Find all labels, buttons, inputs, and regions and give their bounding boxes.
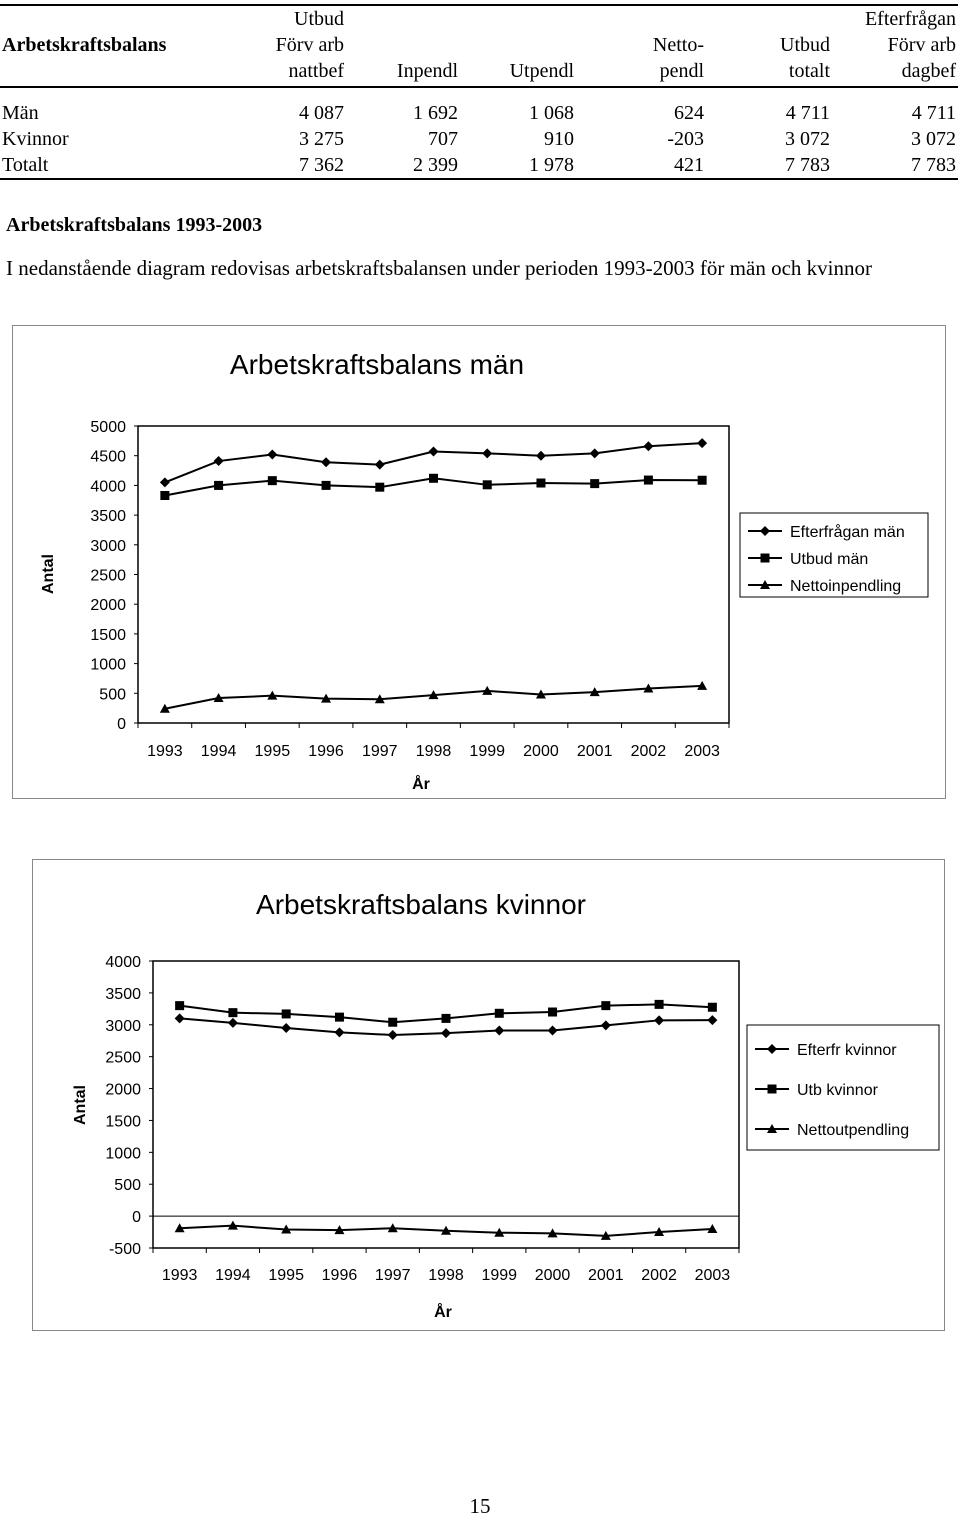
labor-balance-table bbox=[0, 4, 958, 180]
data-point-square bbox=[761, 554, 770, 563]
chart-women bbox=[32, 859, 945, 1331]
x-tick-label: 2001 bbox=[576, 743, 613, 760]
x-tick-label: 2001 bbox=[588, 1267, 624, 1284]
table-row-header: Arbetskraftsbalans bbox=[2, 34, 167, 56]
row-label: Kvinnor bbox=[2, 128, 69, 150]
y-tick-label: 2000 bbox=[90, 597, 126, 615]
table-row bbox=[0, 87, 958, 126]
x-tick-label: 1996 bbox=[308, 743, 344, 760]
legend-label: Utb kvinnor bbox=[797, 1082, 878, 1099]
y-tick-label: 4500 bbox=[90, 448, 126, 466]
x-tick-label: 1993 bbox=[147, 743, 183, 760]
x-axis-title: År bbox=[412, 776, 430, 793]
data-point-square bbox=[483, 480, 492, 489]
table-cell: 7 362 bbox=[236, 152, 346, 179]
chart-men-svg bbox=[13, 326, 945, 798]
legend-label: Efterfrågan män bbox=[790, 524, 905, 541]
y-axis-title: Antal bbox=[72, 1085, 89, 1125]
x-tick-label: 2002 bbox=[630, 743, 667, 760]
column-header bbox=[832, 5, 958, 87]
y-axis-title: Antal bbox=[40, 554, 57, 594]
x-tick-label: 1999 bbox=[469, 743, 506, 760]
x-tick-label: 1998 bbox=[415, 743, 452, 760]
y-tick-label: 500 bbox=[114, 1177, 141, 1195]
y-tick-label: 0 bbox=[117, 716, 126, 733]
chart-title: Arbetskraftsbalans kvinnor bbox=[256, 889, 586, 920]
x-tick-label: 2003 bbox=[694, 1267, 731, 1284]
data-point-square bbox=[335, 1013, 344, 1022]
y-tick-label: 3500 bbox=[90, 508, 126, 526]
y-tick-label: 0 bbox=[132, 1209, 141, 1227]
data-point-square bbox=[708, 1003, 717, 1012]
y-tick-label: 2500 bbox=[105, 1049, 141, 1067]
table-cell: 707 bbox=[428, 128, 458, 150]
data-point-square bbox=[590, 479, 599, 488]
column-header-line: totalt bbox=[788, 60, 830, 82]
table-cell: 1 068 bbox=[529, 102, 574, 124]
data-point-square bbox=[175, 1001, 184, 1010]
x-tick-label: 1994 bbox=[215, 1267, 251, 1284]
legend-label: Utbud män bbox=[790, 551, 869, 568]
column-header-line: nattbef bbox=[288, 60, 344, 82]
y-tick-label: 4000 bbox=[90, 478, 126, 496]
column-header-line: Förv arb bbox=[275, 34, 344, 56]
column-header-line: Utbud bbox=[294, 8, 344, 30]
chart-women-svg bbox=[33, 860, 944, 1330]
row-label: Totalt bbox=[0, 152, 236, 179]
y-tick-label: 2500 bbox=[90, 567, 126, 585]
x-axis-title: År bbox=[434, 1304, 452, 1321]
table-cell: 4 711 bbox=[911, 102, 956, 124]
data-point-square bbox=[768, 1085, 777, 1094]
data-point-square bbox=[322, 481, 331, 490]
table-cell: 3 072 bbox=[785, 128, 830, 150]
legend-label: Efterfr kvinnor bbox=[797, 1042, 897, 1059]
table-cell: 910 bbox=[544, 128, 574, 150]
data-point-square bbox=[375, 483, 384, 492]
intro-paragraph: I nedanstående diagram redovisas arbetskraftsbalansen under perioden 1993-2003 för män och kvinnor bbox=[6, 256, 872, 280]
table-cell: 1 978 bbox=[460, 152, 576, 179]
x-tick-label: 2002 bbox=[641, 1267, 677, 1284]
x-tick-label: 1993 bbox=[161, 1267, 198, 1284]
y-tick-label: 1000 bbox=[105, 1145, 141, 1163]
table-cell: 3 275 bbox=[299, 128, 344, 150]
y-tick-label: 3000 bbox=[90, 537, 126, 555]
chart-title: Arbetskraftsbalans män bbox=[229, 349, 525, 380]
data-point-square bbox=[548, 1008, 557, 1017]
y-tick-label: -500 bbox=[108, 1241, 141, 1258]
table-cell: 7 783 bbox=[706, 152, 832, 179]
x-tick-label: 1999 bbox=[481, 1267, 518, 1284]
x-tick-label: 1995 bbox=[268, 1267, 304, 1284]
table-cell: 3 072 bbox=[911, 128, 956, 150]
x-tick-label: 1995 bbox=[254, 743, 291, 760]
table-row bbox=[0, 152, 958, 179]
y-tick-label: 5000 bbox=[90, 419, 126, 436]
data-point-square bbox=[536, 479, 545, 488]
plot-area bbox=[138, 426, 729, 723]
y-tick-label: 3500 bbox=[105, 985, 141, 1003]
data-point-square bbox=[429, 474, 438, 483]
legend-label: Nettoutpendling bbox=[797, 1122, 910, 1139]
x-tick-label: 2000 bbox=[523, 743, 559, 760]
table-cell: 7 783 bbox=[832, 152, 958, 179]
x-tick-label: 2000 bbox=[534, 1267, 571, 1284]
y-tick-label: 2000 bbox=[105, 1081, 141, 1099]
section-heading: Arbetskraftsbalans 1993-2003 bbox=[6, 214, 263, 236]
column-header bbox=[576, 5, 706, 87]
table-row bbox=[0, 126, 958, 152]
x-tick-label: 1997 bbox=[361, 743, 398, 760]
data-point-square bbox=[644, 476, 653, 485]
row-label: Män bbox=[2, 102, 39, 124]
y-tick-label: 3000 bbox=[105, 1017, 141, 1035]
column-header-line: Förv arb bbox=[887, 34, 956, 56]
x-tick-label: 1994 bbox=[200, 743, 237, 760]
x-tick-label: 1998 bbox=[428, 1267, 464, 1284]
legend-label: Nettoinpendling bbox=[790, 578, 902, 595]
table-header-row bbox=[0, 5, 958, 87]
data-point-square bbox=[228, 1008, 237, 1017]
data-point-square bbox=[282, 1009, 291, 1018]
chart-men bbox=[12, 325, 946, 799]
x-tick-label: 2003 bbox=[684, 743, 720, 760]
table-cell: 421 bbox=[576, 152, 706, 179]
data-point-square bbox=[160, 491, 169, 500]
data-point-square bbox=[698, 476, 707, 485]
data-point-square bbox=[214, 481, 223, 490]
column-header-line: Efterfrågan bbox=[864, 8, 956, 30]
column-header-line: Utbud bbox=[780, 34, 830, 56]
x-tick-label: 1997 bbox=[374, 1267, 411, 1284]
column-header-line: Netto- bbox=[652, 34, 704, 56]
column-header-line: Inpendl bbox=[396, 60, 458, 82]
table-cell: -203 bbox=[667, 128, 704, 150]
column-header bbox=[236, 5, 346, 87]
column-header-line: pendl bbox=[659, 60, 704, 82]
table-cell: 624 bbox=[674, 102, 704, 124]
data-point-square bbox=[388, 1018, 397, 1027]
column-header bbox=[460, 5, 576, 87]
data-point-square bbox=[442, 1014, 451, 1023]
column-header-line: Utpendl bbox=[509, 60, 574, 82]
table-cell: 1 692 bbox=[413, 102, 458, 124]
table-cell: 4 711 bbox=[785, 102, 830, 124]
page-number: 15 bbox=[469, 1494, 491, 1518]
table-cell: 2 399 bbox=[346, 152, 460, 179]
y-tick-label: 1500 bbox=[105, 1113, 141, 1131]
column-header bbox=[706, 5, 832, 87]
x-tick-label: 1996 bbox=[321, 1267, 358, 1284]
y-tick-label: 4000 bbox=[105, 954, 141, 971]
y-tick-label: 1500 bbox=[90, 626, 126, 644]
y-tick-label: 500 bbox=[99, 686, 126, 704]
data-point-square bbox=[495, 1009, 504, 1018]
y-tick-label: 1000 bbox=[90, 656, 126, 674]
column-header bbox=[346, 5, 460, 87]
table-cell: 4 087 bbox=[299, 102, 344, 124]
column-header-line: dagbef bbox=[901, 60, 956, 82]
data-point-square bbox=[601, 1001, 610, 1010]
data-point-square bbox=[268, 476, 277, 485]
data-point-square bbox=[655, 1000, 664, 1009]
